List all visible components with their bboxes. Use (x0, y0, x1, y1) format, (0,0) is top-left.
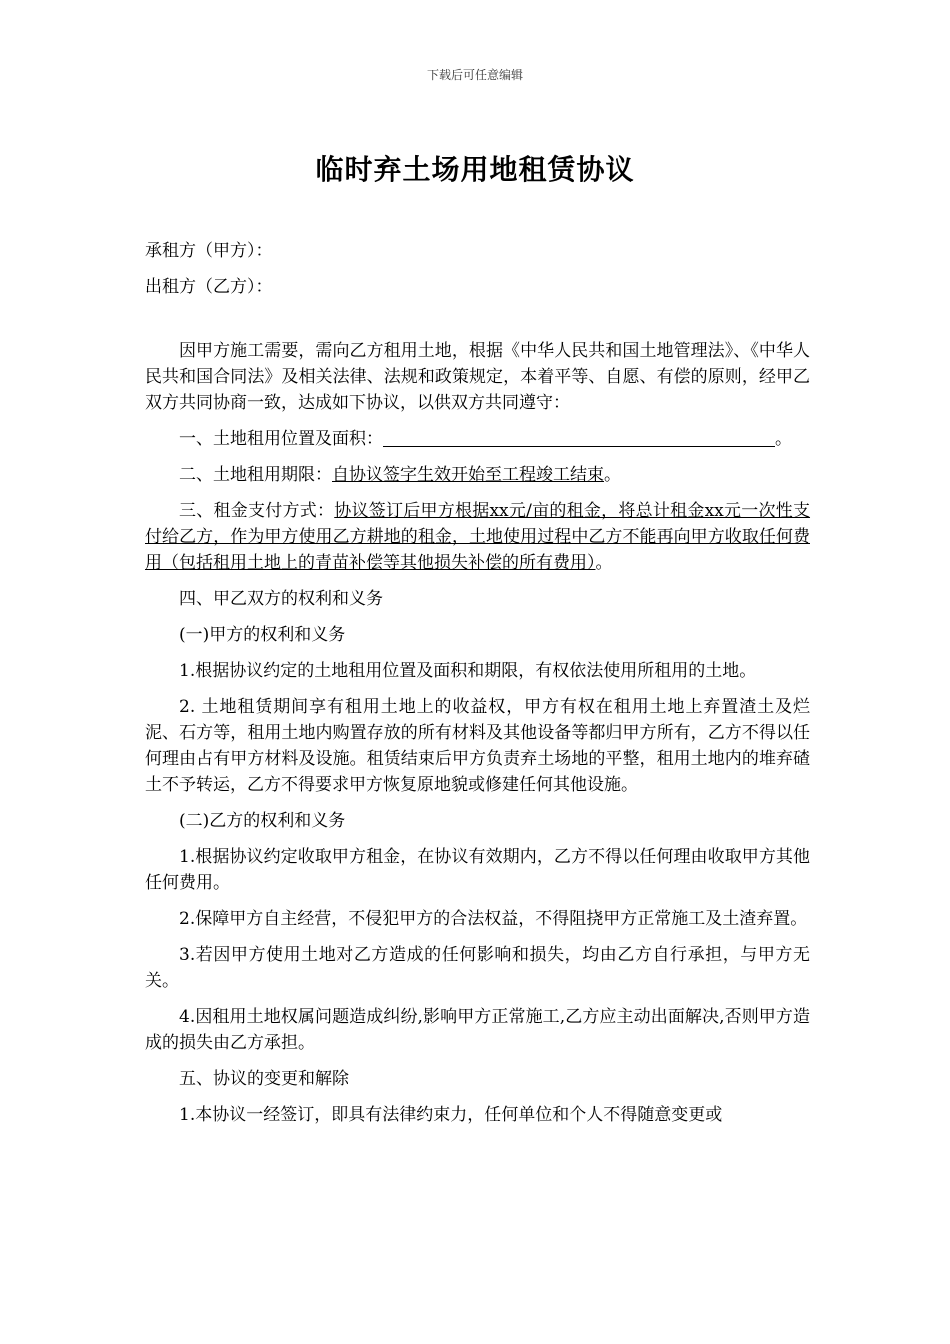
clause-1-blank (383, 428, 775, 447)
section-b-item: 2.保障甲方自主经营，不侵犯甲方的合法权益，不得阻挠甲方正常施工及土渣弃置。 (179, 909, 808, 929)
section-a-heading: (一)甲方的权利和义务 (179, 625, 346, 645)
clause-1-end: 。 (775, 429, 792, 449)
clause-5-heading: 五、协议的变更和解除 (179, 1069, 349, 1089)
clause-2-value: 自协议签字生效开始至工程竣工结束 (332, 465, 604, 485)
document-title: 临时弃土场用地租赁协议 (315, 153, 635, 186)
header-note: 下载后可任意编辑 (426, 68, 523, 82)
clause-3 (145, 498, 810, 576)
section-b-item: 1.根据协议约定收取甲方租金，在协议有效期内，乙方不得以任何理由收取甲方其他任何费用。 (145, 847, 810, 893)
clause-4-heading: 四、甲乙双方的权利和义务 (179, 589, 383, 609)
section-b-item: 4.因租用土地权属问题造成纠纷,影响甲方正常施工,乙方应主动出面解决,否则甲方造成的损失由乙方承担。 (145, 1007, 810, 1053)
clause-1 (145, 426, 810, 452)
clause-1-label: 一、土地租用位置及面积： (179, 429, 383, 449)
section-a-item: 1.根据协议约定的土地租用位置及面积和期限，有权依法使用所租用的土地。 (179, 661, 757, 681)
lessee-line: 承租方（甲方）： (145, 241, 273, 261)
clause-2-end: 。 (604, 465, 621, 485)
section-a-item: 2. 土地租赁期间享有租用土地上的收益权，甲方有权在租用土地上弃置渣土及烂泥、石方等，租用土地内购置存放的所有材料及其他设备等都归甲方所有，乙方不得以任何理由占有甲方材料及设施。租赁结束后甲方负责弃土场地的平整，租用土地内的堆弃碴土不予转运，乙方不得要求甲方恢复原地貌或修建任何其他设施。 (145, 697, 810, 795)
clause-2 (145, 462, 810, 488)
intro-paragraph: 因甲方施工需要，需向乙方租用土地，根据《中华人民共和国土地管理法》、《中华人民共和国合同法》及相关法律、法规和政策规定，本着平等、自愿、有偿的原则，经甲乙双方共同协商一致，达成如下协议，以供双方共同遵守： (145, 341, 810, 413)
clause-5-item: 1.本协议一经签订，即具有法律约束力，任何单位和个人不得随意变更或 (179, 1105, 723, 1125)
clause-3-label: 三、租金支付方式： (179, 501, 335, 521)
section-b-heading: (二)乙方的权利和义务 (179, 811, 346, 831)
section-b-item: 3.若因甲方使用土地对乙方造成的任何影响和损失，均由乙方自行承担，与甲方无关。 (145, 945, 810, 991)
clause-3-end: 。 (595, 553, 613, 573)
lessor-line: 出租方（乙方）： (145, 277, 273, 297)
clause-3-value: 协议签订后甲方根据xx元/亩的租金，将总计租金xx元一次性支付给乙方，作为甲方使用乙方耕地的租金，土地使用过程中乙方不能再向甲方收取任何费用（包括租用土地上的青苗补偿等其他损失补偿的所有费用） (145, 501, 811, 573)
clause-2-label: 二、土地租用期限： (179, 465, 332, 485)
agreement-body (145, 338, 810, 1138)
